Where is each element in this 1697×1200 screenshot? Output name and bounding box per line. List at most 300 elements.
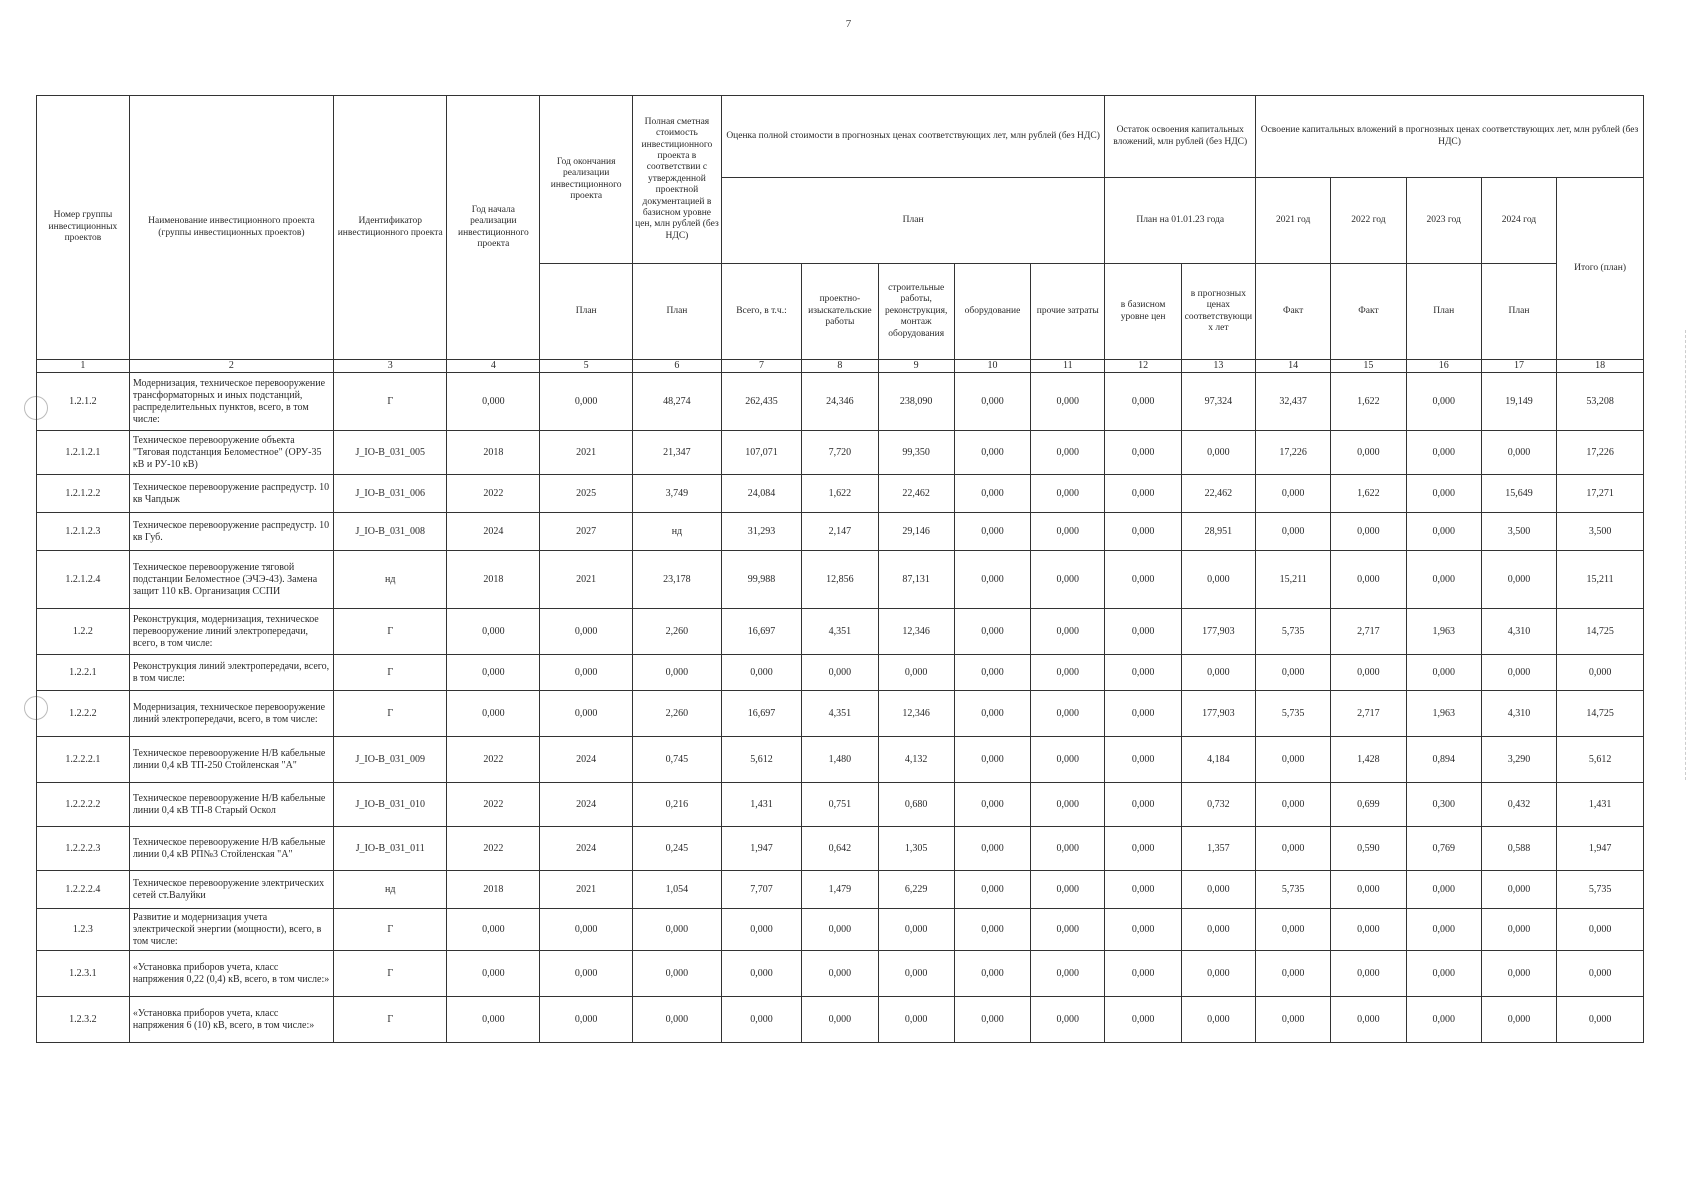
row-project-name: Техническое перевооружение распредустр. 10 кв Губ.: [129, 513, 333, 551]
row-value-col-10: 0,000: [954, 431, 1030, 475]
row-code: 1.2.2.2: [37, 691, 130, 737]
row-code: 1.2.1.2.3: [37, 513, 130, 551]
row-value-col-15: 0,000: [1331, 871, 1406, 909]
row-value-col-11: 0,000: [1031, 951, 1105, 997]
row-value-col-7: 262,435: [721, 373, 801, 431]
column-number: 5: [540, 360, 633, 373]
row-start-year: 0,000: [447, 373, 540, 431]
row-value-col-13: 177,903: [1181, 691, 1255, 737]
table-row: [37, 909, 1644, 951]
row-value-col-17: 3,500: [1481, 513, 1556, 551]
scan-edge-mark: [1685, 330, 1687, 780]
row-identifier: J_IO-B_031_009: [334, 737, 447, 783]
row-value-col-15: 0,000: [1331, 997, 1406, 1043]
row-end-year: 2025: [540, 475, 633, 513]
row-project-name: Развитие и модернизация учета электрической энергии (мощности), всего, в том числе:: [129, 909, 333, 951]
row-value-col-11: 0,000: [1031, 655, 1105, 691]
row-value-col-7: 16,697: [721, 609, 801, 655]
row-value-col-17: 0,588: [1481, 827, 1556, 871]
row-value-col-11: 0,000: [1031, 997, 1105, 1043]
row-start-year: 2022: [447, 475, 540, 513]
row-value-col-12: 0,000: [1105, 951, 1181, 997]
header-plan-date: План на 01.01.23 года: [1105, 178, 1256, 264]
row-code: 1.2.1.2: [37, 373, 130, 431]
row-value-col-14: 5,735: [1256, 871, 1331, 909]
row-value-col-9: 22,462: [878, 475, 954, 513]
row-value-col-8: 12,856: [802, 551, 878, 609]
row-code: 1.2.3.2: [37, 997, 130, 1043]
row-identifier: Г: [334, 609, 447, 655]
row-value-col-10: 0,000: [954, 827, 1030, 871]
row-code: 1.2.2.2.2: [37, 783, 130, 827]
header-forecast-prices: в прогнозных ценах соответствующих лет: [1181, 264, 1255, 360]
row-end-year: 0,000: [540, 373, 633, 431]
row-value-col-7: 0,000: [721, 655, 801, 691]
row-value-col-10: 0,000: [954, 951, 1030, 997]
row-project-name: Модернизация, техническое перевооружение трансформаторных и иных подстанций, распределительных пунктов, всего, в том числе:: [129, 373, 333, 431]
row-value-col-12: 0,000: [1105, 997, 1181, 1043]
row-value-col-7: 99,988: [721, 551, 801, 609]
column-number: 10: [954, 360, 1030, 373]
row-end-year: 0,000: [540, 951, 633, 997]
row-value-col-13: 22,462: [1181, 475, 1255, 513]
row-value-col-11: 0,000: [1031, 513, 1105, 551]
row-value-col-9: 29,146: [878, 513, 954, 551]
row-value-col-16: 0,300: [1406, 783, 1481, 827]
row-value-col-10: 0,000: [954, 783, 1030, 827]
row-value-col-10: 0,000: [954, 609, 1030, 655]
header-plan-2024: План: [1481, 264, 1556, 360]
row-value-col-9: 0,680: [878, 783, 954, 827]
investment-table-sheet: [36, 95, 1644, 1043]
header-full-cost-plan: План: [633, 264, 722, 360]
row-project-name: Реконструкция линий электропередачи, всего, в том числе:: [129, 655, 333, 691]
row-value-col-8: 0,000: [802, 951, 878, 997]
row-value-col-15: 0,000: [1331, 655, 1406, 691]
row-value-col-11: 0,000: [1031, 475, 1105, 513]
row-project-name: Модернизация, техническое перевооружение линий электропередачи, всего, в том числе:: [129, 691, 333, 737]
header-fact-2021: Факт: [1256, 264, 1331, 360]
row-value-col-9: 0,000: [878, 997, 954, 1043]
row-value-col-15: 2,717: [1331, 609, 1406, 655]
row-value-col-9: 0,000: [878, 951, 954, 997]
row-code: 1.2.1.2.2: [37, 475, 130, 513]
row-value-col-18: 14,725: [1557, 691, 1644, 737]
row-value-col-9: 1,305: [878, 827, 954, 871]
row-code: 1.2.1.2.4: [37, 551, 130, 609]
row-value-col-13: 0,000: [1181, 997, 1255, 1043]
row-value-col-13: 0,732: [1181, 783, 1255, 827]
row-value-col-7: 0,000: [721, 951, 801, 997]
row-value-col-17: 0,000: [1481, 655, 1556, 691]
row-end-year: 2024: [540, 827, 633, 871]
row-value-col-6: 0,000: [633, 655, 722, 691]
row-value-col-8: 1,622: [802, 475, 878, 513]
row-end-year: 0,000: [540, 655, 633, 691]
header-equipment: оборудование: [954, 264, 1030, 360]
row-project-name: «Установка приборов учета, класс напряжения 0,22 (0,4) кВ, всего, в том числе:»: [129, 951, 333, 997]
row-end-year: 0,000: [540, 909, 633, 951]
row-value-col-15: 1,622: [1331, 475, 1406, 513]
row-value-col-9: 0,000: [878, 655, 954, 691]
row-value-col-7: 1,431: [721, 783, 801, 827]
row-value-col-12: 0,000: [1105, 655, 1181, 691]
row-value-col-6: 2,260: [633, 609, 722, 655]
column-number: 7: [721, 360, 801, 373]
row-identifier: J_IO-B_031_006: [334, 475, 447, 513]
column-number: 3: [334, 360, 447, 373]
row-end-year: 2024: [540, 737, 633, 783]
row-value-col-11: 0,000: [1031, 551, 1105, 609]
column-number: 8: [802, 360, 878, 373]
row-value-col-8: 1,479: [802, 871, 878, 909]
header-full-cost: Полная сметная стоимость инвестиционного проекта в соответствии с утвержденной проектной документацией в базисном уровне цен, млн рублей (без НДС): [633, 96, 722, 264]
row-identifier: J_IO-B_031_008: [334, 513, 447, 551]
row-value-col-10: 0,000: [954, 373, 1030, 431]
row-value-col-10: 0,000: [954, 691, 1030, 737]
row-value-col-17: 19,149: [1481, 373, 1556, 431]
table-row: [37, 951, 1644, 997]
row-value-col-15: 0,590: [1331, 827, 1406, 871]
row-value-col-17: 4,310: [1481, 609, 1556, 655]
row-value-col-6: 23,178: [633, 551, 722, 609]
row-value-col-8: 0,000: [802, 655, 878, 691]
row-value-col-12: 0,000: [1105, 871, 1181, 909]
row-identifier: Г: [334, 373, 447, 431]
row-value-col-8: 0,642: [802, 827, 878, 871]
column-number: 1: [37, 360, 130, 373]
column-number: 11: [1031, 360, 1105, 373]
header-cost-estimate: Оценка полной стоимости в прогнозных ценах соответствующих лет, млн рублей (без НДС): [721, 96, 1105, 178]
row-end-year: 0,000: [540, 691, 633, 737]
row-value-col-16: 0,000: [1406, 513, 1481, 551]
row-value-col-6: 2,260: [633, 691, 722, 737]
row-value-col-17: 4,310: [1481, 691, 1556, 737]
row-end-year: 2021: [540, 431, 633, 475]
row-value-col-10: 0,000: [954, 475, 1030, 513]
row-identifier: J_IO-B_031_010: [334, 783, 447, 827]
row-value-col-8: 7,720: [802, 431, 878, 475]
row-identifier: нд: [334, 871, 447, 909]
row-value-col-13: 177,903: [1181, 609, 1255, 655]
row-value-col-8: 0,751: [802, 783, 878, 827]
header-plan-2023: План: [1406, 264, 1481, 360]
row-value-col-6: нд: [633, 513, 722, 551]
row-value-col-9: 0,000: [878, 909, 954, 951]
row-identifier: Г: [334, 655, 447, 691]
row-identifier: J_IO-B_031_005: [334, 431, 447, 475]
header-capex: Освоение капитальных вложений в прогнозных ценах соответствующих лет, млн рублей (без НДС): [1256, 96, 1644, 178]
row-value-col-12: 0,000: [1105, 609, 1181, 655]
row-value-col-14: 0,000: [1256, 997, 1331, 1043]
row-value-col-9: 12,346: [878, 609, 954, 655]
row-value-col-17: 0,000: [1481, 431, 1556, 475]
row-start-year: 0,000: [447, 691, 540, 737]
row-value-col-7: 31,293: [721, 513, 801, 551]
row-project-name: Техническое перевооружение Н/В кабельные линии 0,4 кВ ТП-250 Стойленская "А": [129, 737, 333, 783]
page-number: 7: [845, 18, 852, 30]
row-value-col-14: 17,226: [1256, 431, 1331, 475]
row-value-col-13: 28,951: [1181, 513, 1255, 551]
header-year-2021: 2021 год: [1256, 178, 1331, 264]
row-value-col-16: 0,000: [1406, 909, 1481, 951]
row-value-col-16: 1,963: [1406, 609, 1481, 655]
row-identifier: Г: [334, 951, 447, 997]
row-value-col-10: 0,000: [954, 513, 1030, 551]
row-value-col-14: 0,000: [1256, 475, 1331, 513]
column-number: 13: [1181, 360, 1255, 373]
row-identifier: Г: [334, 909, 447, 951]
row-value-col-15: 2,717: [1331, 691, 1406, 737]
header-year-2023: 2023 год: [1406, 178, 1481, 264]
row-value-col-14: 0,000: [1256, 951, 1331, 997]
row-start-year: 2022: [447, 827, 540, 871]
table-row: [37, 783, 1644, 827]
row-value-col-15: 1,622: [1331, 373, 1406, 431]
row-value-col-12: 0,000: [1105, 475, 1181, 513]
row-value-col-15: 0,000: [1331, 431, 1406, 475]
row-value-col-16: 0,000: [1406, 373, 1481, 431]
row-value-col-14: 0,000: [1256, 909, 1331, 951]
row-value-col-9: 238,090: [878, 373, 954, 431]
row-value-col-12: 0,000: [1105, 513, 1181, 551]
row-value-col-12: 0,000: [1105, 737, 1181, 783]
row-value-col-7: 107,071: [721, 431, 801, 475]
row-start-year: 2018: [447, 551, 540, 609]
row-code: 1.2.1.2.1: [37, 431, 130, 475]
column-number: 4: [447, 360, 540, 373]
row-value-col-13: 4,184: [1181, 737, 1255, 783]
row-value-col-7: 7,707: [721, 871, 801, 909]
row-code: 1.2.2.2.1: [37, 737, 130, 783]
row-value-col-7: 0,000: [721, 997, 801, 1043]
row-value-col-8: 24,346: [802, 373, 878, 431]
row-project-name: Реконструкция, модернизация, техническое перевооружение линий электропередачи, всего, в том числе:: [129, 609, 333, 655]
row-value-col-16: 0,000: [1406, 871, 1481, 909]
column-number: 12: [1105, 360, 1181, 373]
row-value-col-6: 0,216: [633, 783, 722, 827]
row-value-col-13: 0,000: [1181, 655, 1255, 691]
row-value-col-6: 21,347: [633, 431, 722, 475]
table-row: [37, 655, 1644, 691]
table-row: [37, 871, 1644, 909]
table-body: [37, 373, 1644, 1043]
row-value-col-6: 3,749: [633, 475, 722, 513]
row-end-year: 2027: [540, 513, 633, 551]
row-end-year: 2021: [540, 551, 633, 609]
row-identifier: J_IO-B_031_011: [334, 827, 447, 871]
investment-projects-table: [36, 95, 1644, 1043]
header-remaining: Остаток освоения капитальных вложений, млн рублей (без НДС): [1105, 96, 1256, 178]
row-value-col-14: 5,735: [1256, 691, 1331, 737]
row-start-year: 2018: [447, 431, 540, 475]
header-construction: строительные работы, реконструкция, монтаж оборудования: [878, 264, 954, 360]
row-value-col-13: 97,324: [1181, 373, 1255, 431]
row-value-col-12: 0,000: [1105, 783, 1181, 827]
row-value-col-18: 0,000: [1557, 951, 1644, 997]
row-value-col-12: 0,000: [1105, 909, 1181, 951]
header-other-costs: прочие затраты: [1031, 264, 1105, 360]
row-code: 1.2.2.1: [37, 655, 130, 691]
row-value-col-16: 0,000: [1406, 475, 1481, 513]
row-value-col-16: 1,963: [1406, 691, 1481, 737]
row-value-col-7: 16,697: [721, 691, 801, 737]
row-end-year: 2021: [540, 871, 633, 909]
header-end-year-plan: План: [540, 264, 633, 360]
row-value-col-14: 0,000: [1256, 655, 1331, 691]
row-start-year: 2022: [447, 783, 540, 827]
row-value-col-14: 5,735: [1256, 609, 1331, 655]
row-value-col-18: 0,000: [1557, 655, 1644, 691]
row-value-col-17: 0,000: [1481, 871, 1556, 909]
row-value-col-18: 0,000: [1557, 909, 1644, 951]
column-number: 6: [633, 360, 722, 373]
row-value-col-9: 87,131: [878, 551, 954, 609]
row-end-year: 0,000: [540, 997, 633, 1043]
column-number: 16: [1406, 360, 1481, 373]
row-value-col-17: 0,000: [1481, 551, 1556, 609]
row-value-col-13: 1,357: [1181, 827, 1255, 871]
row-value-col-17: 0,432: [1481, 783, 1556, 827]
row-value-col-12: 0,000: [1105, 431, 1181, 475]
row-value-col-13: 0,000: [1181, 431, 1255, 475]
column-number: 17: [1481, 360, 1556, 373]
row-end-year: 2024: [540, 783, 633, 827]
row-value-col-18: 14,725: [1557, 609, 1644, 655]
row-value-col-12: 0,000: [1105, 551, 1181, 609]
row-value-col-13: 0,000: [1181, 909, 1255, 951]
table-row: [37, 373, 1644, 431]
row-value-col-11: 0,000: [1031, 783, 1105, 827]
row-value-col-14: 32,437: [1256, 373, 1331, 431]
row-value-col-11: 0,000: [1031, 609, 1105, 655]
row-code: 1.2.3: [37, 909, 130, 951]
header-design-survey: проектно-изыскательские работы: [802, 264, 878, 360]
row-project-name: Техническое перевооружение Н/В кабельные линии 0,4 кВ ТП-8 Старый Оскол: [129, 783, 333, 827]
row-value-col-14: 0,000: [1256, 827, 1331, 871]
header-fact-2022: Факт: [1331, 264, 1406, 360]
row-identifier: Г: [334, 997, 447, 1043]
row-value-col-13: 0,000: [1181, 871, 1255, 909]
row-value-col-6: 48,274: [633, 373, 722, 431]
row-value-col-8: 0,000: [802, 909, 878, 951]
row-value-col-7: 5,612: [721, 737, 801, 783]
row-value-col-11: 0,000: [1031, 827, 1105, 871]
row-value-col-8: 0,000: [802, 997, 878, 1043]
row-value-col-6: 0,000: [633, 909, 722, 951]
row-value-col-7: 0,000: [721, 909, 801, 951]
row-value-col-10: 0,000: [954, 909, 1030, 951]
row-start-year: 0,000: [447, 609, 540, 655]
table-row: [37, 431, 1644, 475]
row-value-col-14: 15,211: [1256, 551, 1331, 609]
row-start-year: 0,000: [447, 655, 540, 691]
row-value-col-11: 0,000: [1031, 691, 1105, 737]
row-value-col-7: 1,947: [721, 827, 801, 871]
header-total-plan: Итого (план): [1557, 178, 1644, 360]
row-value-col-15: 0,000: [1331, 551, 1406, 609]
row-value-col-7: 24,084: [721, 475, 801, 513]
row-value-col-11: 0,000: [1031, 737, 1105, 783]
row-value-col-11: 0,000: [1031, 909, 1105, 951]
row-value-col-16: 0,769: [1406, 827, 1481, 871]
row-value-col-12: 0,000: [1105, 691, 1181, 737]
column-number-row: [37, 360, 1644, 373]
row-value-col-11: 0,000: [1031, 373, 1105, 431]
header-group-number: Номер группы инвестиционных проектов: [37, 96, 130, 360]
row-value-col-9: 4,132: [878, 737, 954, 783]
column-number: 9: [878, 360, 954, 373]
row-value-col-8: 4,351: [802, 609, 878, 655]
row-value-col-14: 0,000: [1256, 513, 1331, 551]
row-value-col-12: 0,000: [1105, 373, 1181, 431]
row-code: 1.2.3.1: [37, 951, 130, 997]
row-identifier: нд: [334, 551, 447, 609]
row-value-col-8: 4,351: [802, 691, 878, 737]
row-value-col-10: 0,000: [954, 655, 1030, 691]
row-value-col-16: 0,000: [1406, 951, 1481, 997]
row-value-col-17: 3,290: [1481, 737, 1556, 783]
row-value-col-15: 0,000: [1331, 513, 1406, 551]
row-value-col-11: 0,000: [1031, 871, 1105, 909]
table-row: [37, 691, 1644, 737]
row-start-year: 0,000: [447, 997, 540, 1043]
row-value-col-14: 0,000: [1256, 737, 1331, 783]
table-row: [37, 513, 1644, 551]
row-value-col-13: 0,000: [1181, 951, 1255, 997]
row-value-col-6: 0,000: [633, 997, 722, 1043]
table-row: [37, 475, 1644, 513]
row-value-col-10: 0,000: [954, 997, 1030, 1043]
row-value-col-10: 0,000: [954, 737, 1030, 783]
row-value-col-15: 0,000: [1331, 909, 1406, 951]
row-value-col-18: 17,226: [1557, 431, 1644, 475]
row-project-name: Техническое перевооружение распредустр. 10 кв Чапдыж: [129, 475, 333, 513]
table-row: [37, 997, 1644, 1043]
row-value-col-18: 1,431: [1557, 783, 1644, 827]
header-start-year: Год начала реализации инвестиционного проекта: [447, 96, 540, 360]
column-number: 14: [1256, 360, 1331, 373]
header-year-2022: 2022 год: [1331, 178, 1406, 264]
row-value-col-9: 6,229: [878, 871, 954, 909]
row-value-col-15: 1,428: [1331, 737, 1406, 783]
row-value-col-14: 0,000: [1256, 783, 1331, 827]
row-value-col-11: 0,000: [1031, 431, 1105, 475]
row-value-col-16: 0,000: [1406, 551, 1481, 609]
row-project-name: «Установка приборов учета, класс напряжения 6 (10) кВ, всего, в том числе:»: [129, 997, 333, 1043]
row-code: 1.2.2.2.4: [37, 871, 130, 909]
table-row: [37, 551, 1644, 609]
row-start-year: 0,000: [447, 951, 540, 997]
row-code: 1.2.2: [37, 609, 130, 655]
row-value-col-6: 0,745: [633, 737, 722, 783]
row-code: 1.2.2.2.3: [37, 827, 130, 871]
column-number: 18: [1557, 360, 1644, 373]
column-number: 2: [129, 360, 333, 373]
row-start-year: 2022: [447, 737, 540, 783]
row-project-name: Техническое перевооружение электрических сетей ст.Валуйки: [129, 871, 333, 909]
row-value-col-17: 15,649: [1481, 475, 1556, 513]
row-value-col-16: 0,894: [1406, 737, 1481, 783]
row-start-year: 2018: [447, 871, 540, 909]
row-end-year: 0,000: [540, 609, 633, 655]
row-value-col-16: 0,000: [1406, 997, 1481, 1043]
row-value-col-18: 17,271: [1557, 475, 1644, 513]
row-value-col-16: 0,000: [1406, 655, 1481, 691]
table-row: [37, 737, 1644, 783]
row-value-col-17: 0,000: [1481, 951, 1556, 997]
row-value-col-18: 1,947: [1557, 827, 1644, 871]
